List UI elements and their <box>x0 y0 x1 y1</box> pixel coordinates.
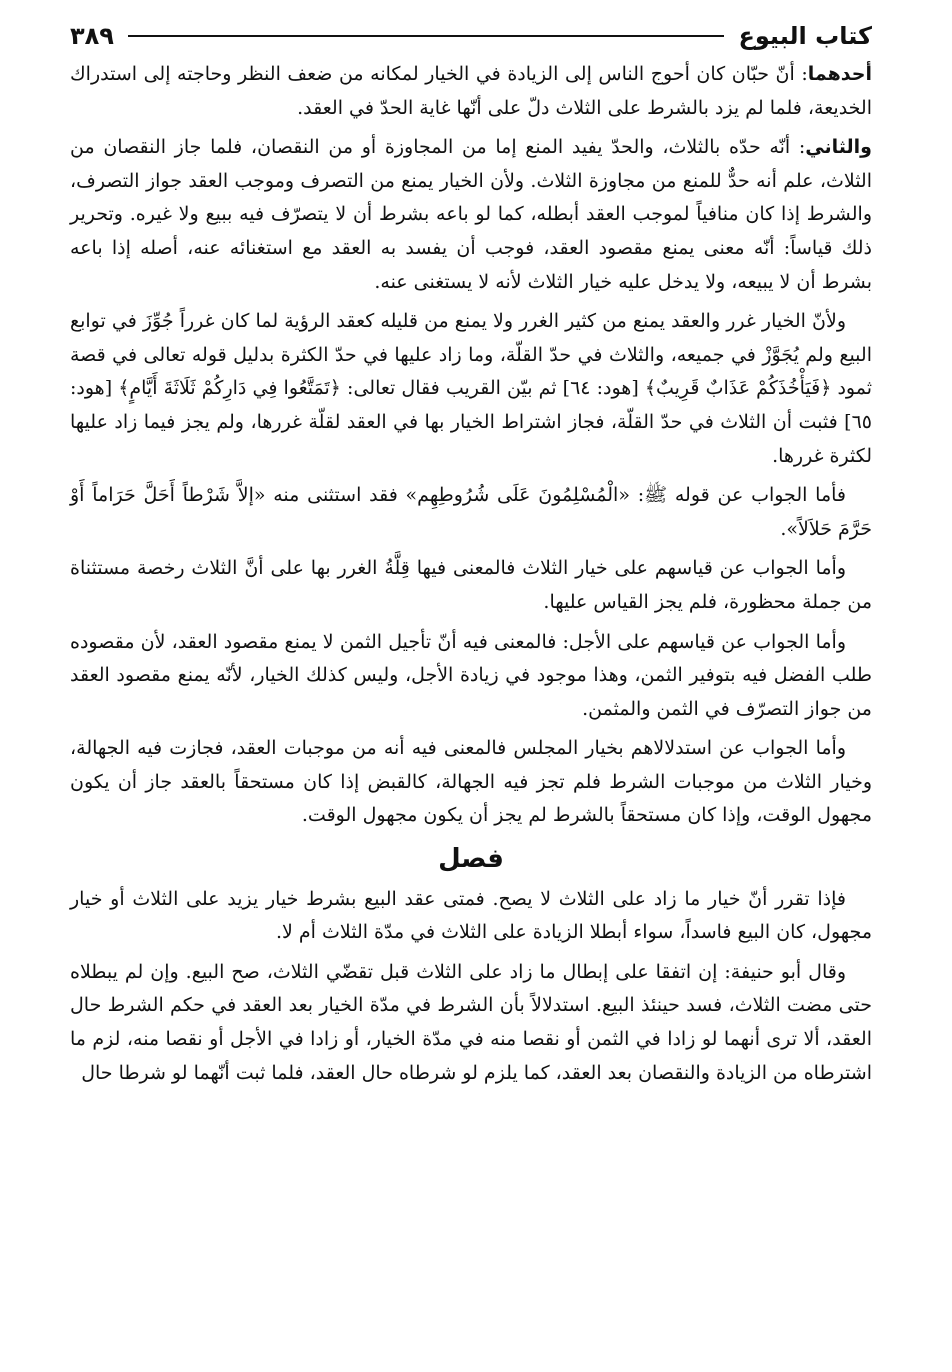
paragraph-text: : أنّه حدّه بالثلاث، والحدّ يفيد المنع إما من المجاوزة أو من النقصان، فلما جاز النقصان من الثلاث، علم أنه حدٌّ للمنع من مجاوزة الثلاث. ولأن الخيار يمنع من التصرف وموجب العقد جواز التصرف، والشرط إذا كان منافياً لموجب العقد أبطله، كما لو باعه بشرط أن لا يتصرّف فيه ببيع ولا غيره. وتحرير ذلك قياساً: أنّه معنى يمنع مقصود العقد، فوجب أن يفسد به العقد مع استغنائه عنه، أصله إذا باعه بشرط أن لا يبيعه، ولا يدخل عليه خيار الثلاث لأنه لا يستغنى عنه. <box>70 136 872 293</box>
paragraph-text: : أنّ حبّان كان أحوج الناس إلى الزيادة في الخيار لمكانه من ضعف النظر وحاجته إلى استدراك الخديعة، فلما لم يزد بالشرط على الثلاث دلّ على أنّها غاية الحدّ في العقد. <box>70 63 872 119</box>
section-heading: فصل <box>438 844 504 875</box>
book-page <box>70 14 872 1352</box>
page-number: ٣٨٩ <box>70 22 114 50</box>
running-title: كتاب البيوع <box>738 22 872 50</box>
paragraph: وأما الجواب عن قياسهم على الأجل: فالمعنى فيه أنّ تأجيل الثمن لا يمنع مقصود العقد، لأن مقصوده طلب الفضل فيه بتوفير الثمن، وهذا موجود في زيادة الأجل، وليس كذلك الخيار، لأنّه يمنع مقصود العقد من جواز التصرّف في الثمن والمثمن. <box>70 630 872 720</box>
paragraph: وأما الجواب عن قياسهم على خيار الثلاث فالمعنى فيها قِلَّةُ الغرر بها على أنَّ الثلاث رخصة مستثناة من جملة محظورة، فلم يجز القياس عليها. <box>70 557 872 613</box>
section-paragraph: فإذا تقرر أنّ خيار ما زاد على الثلاث لا يصح. فمتى عقد البيع بشرط خيار يزيد على الثلاث أو خيار مجهول، كان البيع فاسداً، سواء أبطلا الزيادة على الثلاث في مدّة الثلاث أم لا. <box>70 887 872 944</box>
paragraph: فأما الجواب عن قوله ﷺ: «الْمُسْلِمُونَ عَلَى شُرُوطِهِم» فقد استثنى منه «إلاَّ شَرْطاً أَحَلَّ حَرَاماً أَوْ حَرَّمَ حَلاَلاً». <box>70 484 872 540</box>
paragraph: ولأنّ الخيار غرر والعقد يمنع من كثير الغرر ولا يمنع من قليله كعقد الرؤية لما كان غرراً جُوِّزَ في توابع البيع ولم يُجَوَّزْ في جميعه، والثلاث في حدّ القلّة، وما زاد عليها في حدّ الكثرة بدليل قوله تعالى في قصة ثمود ﴿فَيَأْخُذَكُمْ عَذَابٌ قَرِيبٌ﴾ [هود: ٦٤] ثم بيّن القريب فقال تعالى: ﴿تَمَتَّعُوا فِي دَارِكُمْ ثَلَاثَةَ أَيَّامٍ﴾ [هود: ٦٥] فثبت أن الثلاث في حدّ القلّة، فجاز اشتراط الخيار بها في العقد لقلّة غررها، ولم يجز فيما زاد عليها لكثرة غررها. <box>70 310 872 467</box>
paragraph-second <box>70 131 872 299</box>
paragraph-first <box>70 58 872 125</box>
header-rule <box>128 35 725 37</box>
paragraph-lead: والثاني <box>805 136 872 159</box>
paragraph: وأما الجواب عن استدلالاهم بخيار المجلس فالمعنى فيه أنه من موجبات العقد، فجازت فيه الجهالة، وخيار الثلاث من موجبات الشرط فلم تجز فيه الجهالة، كالقبض إذا كان مستحقاً بالعقد جاز أن يكون مجهول الوقت، وإذا كان مستحقاً بالشرط لم يجز أن يكون مجهول الوقت. <box>70 737 872 827</box>
running-header <box>70 14 872 58</box>
body-text <box>70 58 872 1090</box>
section-paragraph: وقال أبو حنيفة: إن اتفقا على إبطال ما زاد على الثلاث قبل تقضّي الثلاث، صح البيع. وإن لم يبطلاه حتى مضت الثلاث، فسد حينئذ البيع. استدلالاً بأن الشرط في مدّة الخيار بعد العقد في حكم الشرط حال العقد، ألا ترى أنهما لو زادا في الثمن أو نقصا منه في مدّة الخيار، أو زادا في الأجل أو نقصا منه، لزم ما اشترطاه من الزيادة والنقصان بعد العقد، كما يلزم لو شرطاه حال العقد، فلما ثبت أنّهما لو شرطا حال <box>70 960 872 1084</box>
paragraph-lead: أحدهما <box>807 63 872 85</box>
